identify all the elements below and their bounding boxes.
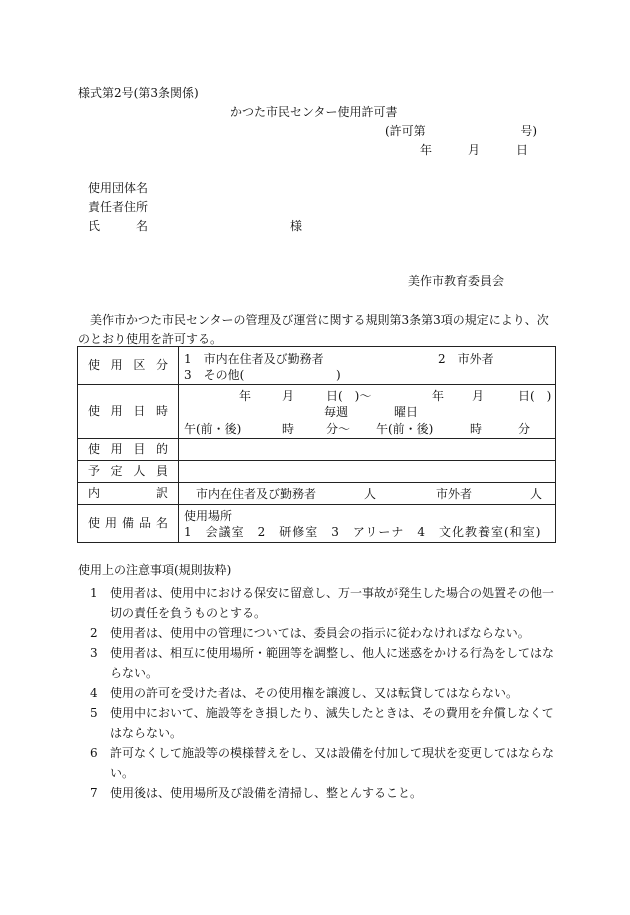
category-option-2: 2 市外者 <box>438 351 494 366</box>
preamble: 美作市かつた市民センターの管理及び運営に関する規則第3条第3項の規定により、次のとおり使用を許可する。 <box>78 313 549 346</box>
row-purpose <box>78 439 556 461</box>
note-number: 6 <box>90 746 98 760</box>
permit-prefix: (許可第 <box>385 124 426 138</box>
row-people <box>78 461 556 483</box>
people-label: 予定人員 <box>78 461 179 483</box>
purpose-label: 使用目的 <box>78 439 179 461</box>
note-number: 7 <box>90 786 98 800</box>
permit-number <box>385 123 537 140</box>
dt-weekly: 毎週 <box>324 404 349 419</box>
dt-day-to: 日( ) <box>518 388 552 403</box>
category-option-3-close: ) <box>336 367 341 382</box>
dt-month-to: 月 <box>472 388 485 403</box>
note-text: 使用後は、使用場所及び設備を清掃し、整とんすること。 <box>110 786 423 800</box>
equipment-label: 使用備品名 <box>78 505 179 543</box>
dt-min-from: 分～ <box>326 421 351 436</box>
category-value <box>179 347 556 385</box>
dt-hour-from: 時 <box>282 421 295 436</box>
place-label: 使用場所 <box>184 508 233 523</box>
group-name-label: 使用団体名 <box>88 181 149 195</box>
purpose-value <box>179 439 556 461</box>
note-item <box>90 623 554 643</box>
people-value <box>179 461 556 483</box>
permit-suffix: 号) <box>520 124 537 138</box>
dt-day-from: 日( )～ <box>326 388 372 403</box>
row-datetime <box>78 385 556 439</box>
datetime-value <box>179 385 556 439</box>
note-item <box>90 743 554 783</box>
form-id: 様式第2号(第3条関係) <box>78 86 199 100</box>
dt-ampm-from: 午(前・後) <box>184 421 242 436</box>
date-month: 月 <box>468 143 481 157</box>
category-option-3: 3 その他( <box>184 367 245 382</box>
breakdown-label: 内訳 <box>78 483 179 505</box>
note-item <box>90 783 554 803</box>
date-year: 年 <box>420 143 433 157</box>
note-number: 1 <box>90 586 98 600</box>
note-text: 使用者は、使用中の管理については、委員会の指示に従わなければならない。 <box>110 626 530 640</box>
note-number: 4 <box>90 686 98 700</box>
note-number: 3 <box>90 646 98 660</box>
dt-year-from: 年 <box>239 388 252 403</box>
notes-list <box>90 583 554 803</box>
bd-unit-1: 人 <box>364 486 377 501</box>
name-label: 氏 名 <box>88 219 149 233</box>
note-item <box>90 583 554 623</box>
note-text: 使用の許可を受けた者は、その使用権を譲渡し、又は転貸してはならない。 <box>110 686 519 700</box>
bd-outsiders: 市外者 <box>436 486 473 501</box>
note-item <box>90 683 554 703</box>
honorific: 様 <box>290 219 303 233</box>
note-text: 使用中において、施設等をき損したり、滅失したときは、その費用を弁償しなくてはならない。 <box>110 706 554 740</box>
name-row <box>88 218 148 235</box>
category-option-1: 1 市内在住者及び勤務者 <box>184 351 324 366</box>
issuer: 美作市教育委員会 <box>408 274 505 288</box>
address-label: 責任者住所 <box>88 200 149 214</box>
note-number: 2 <box>90 626 98 640</box>
breakdown-value <box>179 483 556 505</box>
document-title: かつた市民センター使用許可書 <box>230 105 398 119</box>
bd-residents: 市内在住者及び勤務者 <box>196 486 317 501</box>
dt-year-to: 年 <box>432 388 445 403</box>
note-text: 使用者は、使用中における保安に留意し、万一事故が発生した場合の処置その他一切の責任を負うものとする。 <box>110 586 555 620</box>
permit-table <box>77 346 556 543</box>
row-category <box>78 347 556 385</box>
dt-month-from: 月 <box>282 388 295 403</box>
dt-min-to: 分 <box>518 421 531 436</box>
category-label: 使用区分 <box>78 347 179 385</box>
address-row <box>88 199 148 216</box>
dt-weekday: 曜日 <box>394 404 419 419</box>
group-name-row <box>88 180 148 197</box>
notes-title: 使用上の注意事項(規則抜粋) <box>78 563 232 577</box>
date-day: 日 <box>516 143 529 157</box>
bd-unit-2: 人 <box>530 486 543 501</box>
note-text: 許可なくして施設等の模様替えをし、又は設備を付加して現状を変更してはならない。 <box>110 746 555 780</box>
dt-ampm-to: 午(前・後) <box>376 421 434 436</box>
place-options: 1 会議室 2 研修室 3 アリーナ 4 文化教養室(和室) <box>184 524 542 539</box>
equipment-value <box>179 505 556 543</box>
row-breakdown <box>78 483 556 505</box>
row-equipment <box>78 505 556 543</box>
dt-hour-to: 時 <box>470 421 483 436</box>
note-item <box>90 703 554 743</box>
note-item <box>90 643 554 683</box>
note-text: 使用者は、相互に使用場所・範囲等を調整し、他人に迷惑をかける行為をしてはならない。 <box>110 646 555 680</box>
note-number: 5 <box>90 706 98 720</box>
datetime-label: 使用日時 <box>78 385 179 439</box>
